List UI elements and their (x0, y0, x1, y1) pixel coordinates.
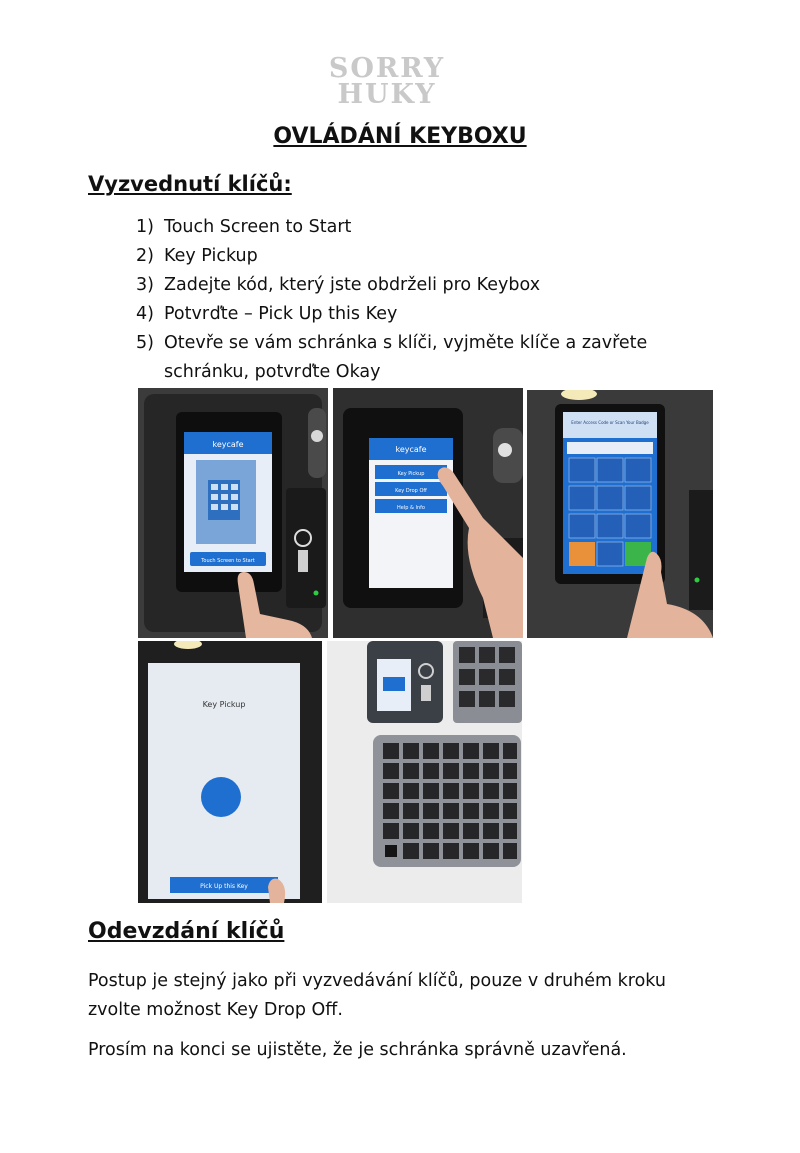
dropoff-instructions (88, 967, 728, 1025)
step-text: Potvrďte – Pick Up this Key (164, 304, 398, 324)
photo-2-menu-item: Help & Info (397, 505, 425, 511)
photo-2-menu-item: Key Drop Off (395, 488, 427, 494)
pickup-steps-list (136, 213, 696, 387)
photo-key-pickup-menu (333, 388, 523, 638)
photo-pick-up-this-key (138, 641, 322, 903)
photo-4-illustration (138, 641, 322, 903)
step-text: Key Pickup (164, 246, 258, 266)
dropoff-instructions-line-1: Postup je stejný jako při vyzvedávání klíčů, pouze v druhém kroku (88, 971, 666, 991)
photo-3-keypad-header: Enter Access Code or Scan Your Badge (571, 420, 649, 425)
list-item (136, 300, 696, 329)
step-number: 3) (136, 275, 154, 295)
list-item (136, 271, 696, 300)
step-number: 5) (136, 333, 154, 353)
dropoff-heading: Odevzdání klíčů (88, 919, 285, 944)
sorry-huky-logo (326, 53, 448, 110)
photo-4-pickup-button-label: Pick Up this Key (200, 883, 248, 890)
photo-1-illustration (138, 388, 328, 638)
photo-4-title: Key Pickup (202, 700, 246, 709)
photo-touch-screen (138, 388, 328, 638)
photo-5-illustration (327, 641, 522, 903)
photo-2-illustration (333, 388, 523, 638)
step-number: 4) (136, 304, 154, 324)
logo-line-2: HUKY (337, 79, 437, 110)
photo-1-brand: keycafe (212, 440, 244, 449)
dropoff-instructions-line-2: zvolte možnost Key Drop Off. (88, 1000, 343, 1020)
list-item (136, 329, 696, 387)
photo-keypad-entry (527, 390, 713, 638)
logo-line-1: SORRY (328, 53, 446, 84)
step-number: 2) (136, 246, 154, 266)
list-item (136, 213, 696, 242)
step-number: 1) (136, 217, 154, 237)
dropoff-closing-note: Prosím na konci se ujistěte, že je schránka správně uzavřená. (88, 1040, 627, 1060)
list-item (136, 242, 696, 271)
photo-open-keybox (327, 641, 522, 903)
step-text: Zadejte kód, který jste obdrželi pro Keybox (164, 275, 541, 295)
photo-2-brand: keycafe (395, 445, 427, 454)
photo-3-illustration (527, 390, 713, 638)
step-text: Touch Screen to Start (164, 217, 352, 237)
step-text: Otevře se vám schránka s klíči, vyjměte klíče a zavřete (164, 333, 648, 353)
photo-2-menu-item: Key Pickup (397, 471, 425, 477)
page-title: OVLÁDÁNÍ KEYBOXU (273, 124, 527, 149)
photo-1-start-button-label: Touch Screen to Start (201, 558, 255, 564)
step-text-continued: schránku, potvrďte Okay (164, 362, 381, 382)
pickup-heading: Vyzvednutí klíčů: (88, 172, 292, 196)
